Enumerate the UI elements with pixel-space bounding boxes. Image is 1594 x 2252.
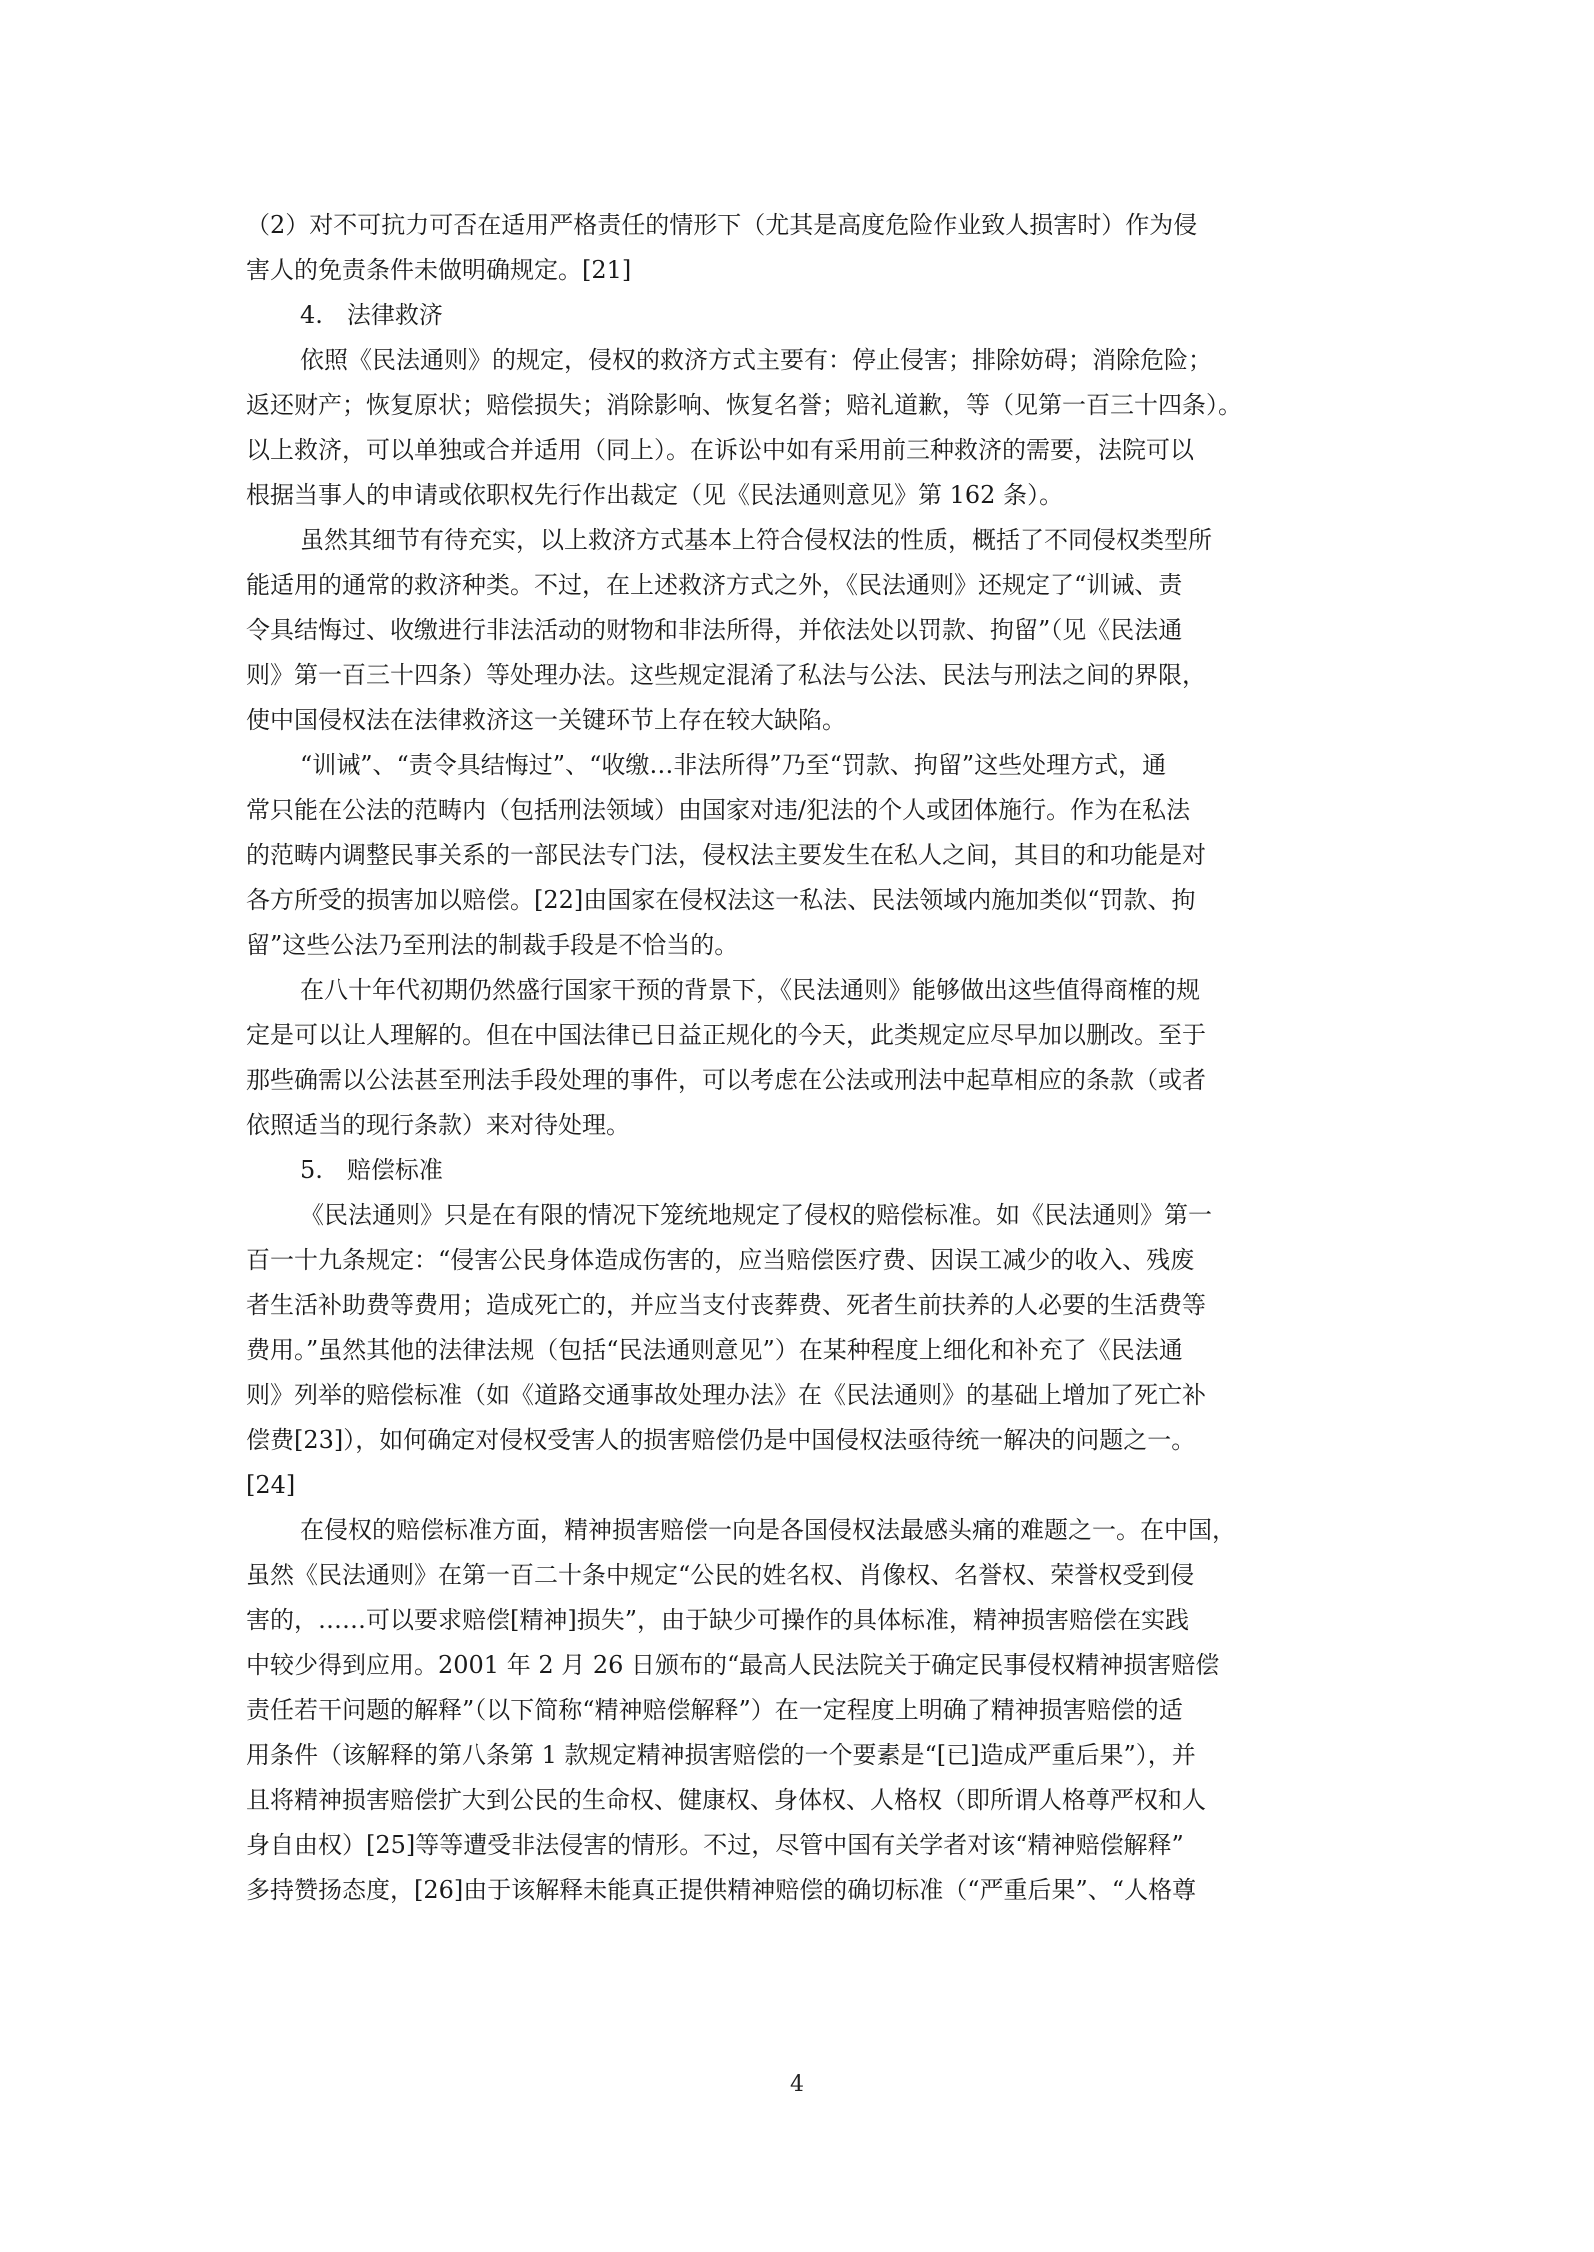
text-line: 中较少得到应用。2001 年 2 月 26 日颁布的“最高人民法院关于确定民事侵权精神损害赔偿 (246, 1651, 1220, 1679)
text-line: 常只能在公法的范畴内（包括刑法领域）由国家对违/犯法的个人或团体施行。作为在私法 (246, 796, 1191, 824)
text-line: “训诫”、“责令具结悔过”、“收缴…非法所得”乃至“罚款、拘留”这些处理方式，通 (300, 751, 1167, 779)
text-line: 留”这些公法乃至刑法的制裁手段是不恰当的。 (246, 931, 739, 959)
text-line: 《民法通则》只是在有限的情况下笼统地规定了侵权的赔偿标准。如《民法通则》第一 (300, 1201, 1212, 1229)
section-heading-compensation-standard: 5. 赔偿标准 (300, 1156, 443, 1184)
section-heading-legal-remedy: 4. 法律救济 (300, 301, 443, 329)
text-line: 依照适当的现行条款）来对待处理。 (246, 1111, 630, 1139)
text-line: 令具结悔过、收缴进行非法活动的财物和非法所得，并依法处以罚款、拘留”（见《民法通 (246, 616, 1183, 644)
text-line: 在侵权的赔偿标准方面，精神损害赔偿一向是各国侵权法最感头痛的难题之一。在中国， (300, 1516, 1236, 1544)
text-line: 使中国侵权法在法律救济这一关键环节上存在较大缺陷。 (246, 706, 846, 734)
text-line: 害人的免责条件未做明确规定。[21] (246, 256, 632, 284)
page-number: 4 (790, 2072, 804, 2097)
text-line: 则》列举的赔偿标准（如《道路交通事故处理办法》在《民法通则》的基础上增加了死亡补 (246, 1381, 1206, 1409)
text-line: 在八十年代初期仍然盛行国家干预的背景下，《民法通则》能够做出这些值得商榷的规 (300, 976, 1200, 1004)
text-line: 那些确需以公法甚至刑法手段处理的事件，可以考虑在公法或刑法中起草相应的条款（或者 (246, 1066, 1206, 1094)
text-line: 害的，……可以要求赔偿[精神]损失”，由于缺少可操作的具体标准，精神损害赔偿在实践 (246, 1606, 1189, 1634)
text-line: 百一十九条规定：“侵害公民身体造成伤害的，应当赔偿医疗费、因误工减少的收入、残废 (246, 1246, 1195, 1274)
text-line: [24] (246, 1471, 296, 1499)
text-line: 依照《民法通则》的规定，侵权的救济方式主要有：停止侵害；排除妨碍；消除危险； (300, 346, 1212, 374)
text-line: 多持赞扬态度，[26]由于该解释未能真正提供精神赔偿的确切标准（“严重后果”、“人格尊 (246, 1876, 1197, 1904)
text-line: 且将精神损害赔偿扩大到公民的生命权、健康权、身体权、人格权（即所谓人格尊严权和人 (246, 1786, 1206, 1814)
text-line: 虽然《民法通则》在第一百二十条中规定“公民的姓名权、肖像权、名誉权、荣誉权受到侵 (246, 1561, 1195, 1589)
text-line: 返还财产；恢复原状；赔偿损失；消除影响、恢复名誉；赔礼道歉，等（见第一百三十四条）。 (246, 391, 1242, 419)
text-line: 责任若干问题的解释”（以下简称“精神赔偿解释”）在一定程度上明确了精神损害赔偿的适 (246, 1696, 1183, 1724)
text-line: 能适用的通常的救济种类。不过，在上述救济方式之外，《民法通则》还规定了“训诫、责 (246, 571, 1183, 599)
text-line: 各方所受的损害加以赔偿。[22]由国家在侵权法这一私法、民法领域内施加类似“罚款、拘 (246, 886, 1196, 914)
body-text (246, 203, 1350, 1913)
text-line: 偿费[23]），如何确定对侵权受害人的损害赔偿仍是中国侵权法亟待统一解决的问题之一。 (246, 1426, 1196, 1454)
text-line: 身自由权）[25]等等遭受非法侵害的情形。不过，尽管中国有关学者对该“精神赔偿解释” (246, 1831, 1184, 1859)
text-line: 用条件（该解释的第八条第 1 款规定精神损害赔偿的一个要素是“[已]造成严重后果”），并 (246, 1741, 1196, 1769)
text-line: 费用。”虽然其他的法律法规（包括“民法通则意见”）在某种程度上细化和补充了《民法通 (246, 1336, 1183, 1364)
text-line: 根据当事人的申请或依职权先行作出裁定（见《民法通则意见》第 162 条）。 (246, 481, 1064, 509)
text-line: （2）对不可抗力可否在适用严格责任的情形下（尤其是高度危险作业致人损害时）作为侵 (246, 211, 1198, 239)
text-line: 虽然其细节有待充实，以上救济方式基本上符合侵权法的性质，概括了不同侵权类型所 (300, 526, 1212, 554)
text-line: 则》第一百三十四条）等处理办法。这些规定混淆了私法与公法、民法与刑法之间的界限， (246, 661, 1206, 689)
text-line: 的范畴内调整民事关系的一部民法专门法，侵权法主要发生在私人之间，其目的和功能是对 (246, 841, 1206, 869)
text-line: 者生活补助费等费用；造成死亡的，并应当支付丧葬费、死者生前扶养的人必要的生活费等 (246, 1291, 1206, 1319)
text-line: 定是可以让人理解的。但在中国法律已日益正规化的今天，此类规定应尽早加以删改。至于 (246, 1021, 1206, 1049)
text-line: 以上救济，可以单独或合并适用（同上）。在诉讼中如有采用前三种救济的需要，法院可以 (246, 436, 1194, 464)
